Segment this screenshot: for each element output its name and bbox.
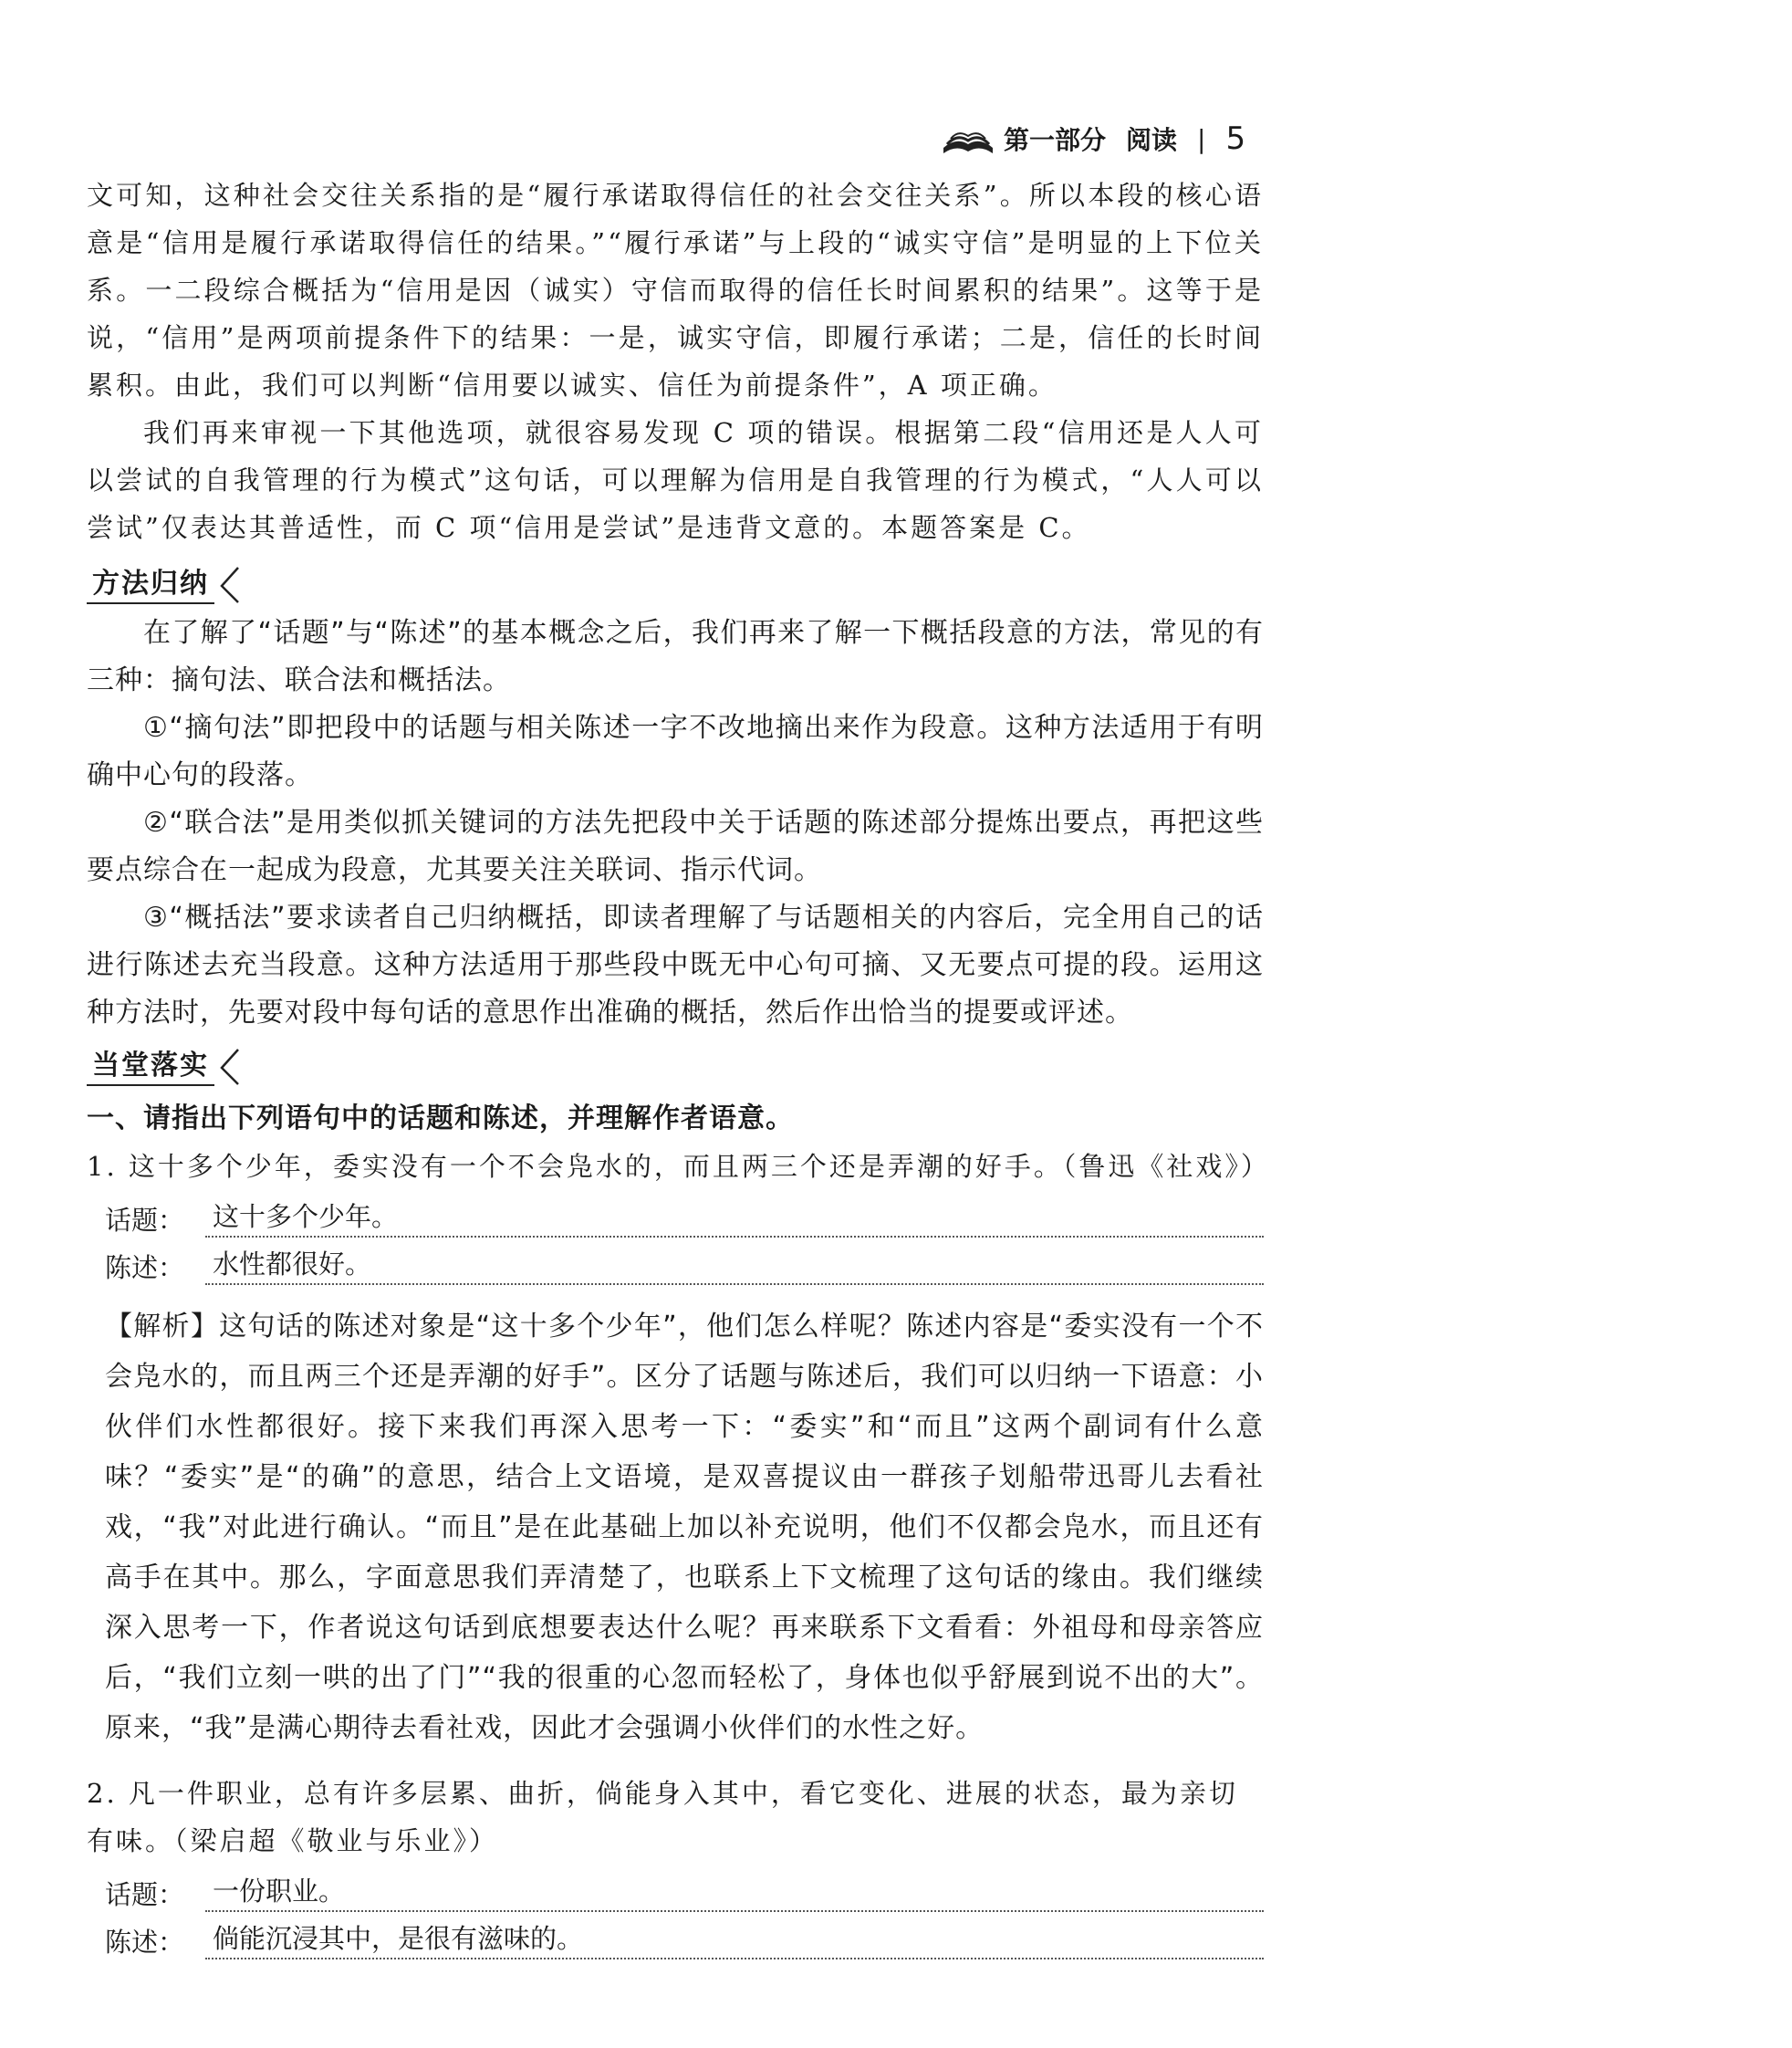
topic-answer: 这十多个少年。 — [205, 1196, 1264, 1238]
chevron-left-icon — [216, 564, 242, 604]
method-heading-label: 方法归纳 — [87, 560, 214, 604]
question-1-analysis: 【解析】这句话的陈述对象是“这十多个少年”，他们怎么样呢？陈述内容是“委实没有一个不会凫水的，而且两三个还是弄潮的好手”。区分了话题与陈述后，我们可以归纳一下语意：小伙伴们水性都很好。接下来我们再深入思考一下：“委实”和“而且”这两个副词有什么意味？“委实”是“的确”的意思，结合上文语境，是双喜提议由一群孩子划船带迅哥儿去看社戏，“我”对此进行确认。“而且”是在此基础上加以补充说明，他们不仅都会凫水，而且还有高手在其中。那么，字面意思我们弄清楚了，也联系上下文梳理了这句话的缘由。我们继续深入思考一下，作者说这句话到底想要表达什么呢？再来联系下文看看：外祖母和母亲答应后，“我们立刻一哄的出了门”“我的很重的心忽而轻松了，身体也似乎舒展到说不出的大”。原来，“我”是满心期待去看社戏，因此才会强调小伙伴们的水性之好。 — [105, 1311, 1264, 1744]
method-heading — [87, 559, 242, 604]
practice-heading-label: 当堂落实 — [87, 1042, 214, 1086]
header-divider: | — [1197, 123, 1206, 154]
method-paragraph-4: ③“概括法”要求读者自己归纳概括，即读者理解了与话题相关的内容后，完全用自己的话进行陈述去充当段意。这种方法适用于那些段中既无中心句可摘、又无要点可提的段。运用这种方法时，先要对段中每句话的意思作出准确的概括，然后作出恰当的提要或评述。 — [87, 902, 1264, 1029]
statement-label: 陈述： — [105, 1927, 185, 1958]
header-section: 阅读 — [1126, 125, 1178, 155]
open-book-icon — [940, 120, 996, 157]
intro-paragraph-2: 我们再来审视一下其他选项，就很容易发现 C 项的错误。根据第二段“信用还是人人可以尝试的自我管理的行为模式”这句话，可以理解为信用是自我管理的行为模式，“人人可以尝试”仅表达其普适性，而 C 项“信用是尝试”是违背文意的。本题答案是 C。 — [87, 417, 1264, 543]
method-paragraph-1: 在了解了“话题”与“陈述”的基本概念之后，我们再来了解一下概括段意的方法，常见的有三种：摘句法、联合法和概括法。 — [87, 617, 1264, 696]
practice-heading — [87, 1040, 242, 1086]
statement-answer: 水性都很好。 — [205, 1244, 1264, 1285]
method-paragraph-2: ①“摘句法”即把段中的话题与相关陈述一字不改地摘出来作为段意。这种方法适用于有明确中心句的段落。 — [87, 712, 1264, 791]
question-2-topic — [105, 1865, 1264, 1912]
question-1-topic — [105, 1190, 1264, 1238]
practice-section — [87, 1095, 1270, 1959]
method-paragraph-3: ②“联合法”是用类似抓关键词的方法先把段中关于话题的陈述部分提炼出要点，再把这些要点综合在一起成为段意，尤其要关注关联词、指示代词。 — [87, 807, 1264, 886]
question-1-statement — [105, 1238, 1264, 1285]
practice-instruction: 一、请指出下列语句中的话题和陈述，并理解作者语意。 — [87, 1102, 794, 1134]
intro-section — [87, 172, 1264, 551]
topic-label: 话题： — [105, 1205, 185, 1236]
intro-paragraph-1: 文可知，这种社会交往关系指的是“履行承诺取得信任的社会交往关系”。所以本段的核心语意是“信用是履行承诺取得信任的结果。”“履行承诺”与上段的“诚实守信”是明显的上下位关系。一二段综合概括为“信用是因（诚实）守信而取得的信任长时间累积的结果”。这等于是说，“信用”是两项前提条件下的结果：一是，诚实守信，即履行承诺；二是，信任的长时间累积。由此，我们可以判断“信用要以诚实、信任为前提条件”，A 项正确。 — [87, 180, 1264, 401]
question-2-text: 2. 凡一件职业，总有许多层累、曲折，倘能身入其中，看它变化、进展的状态，最为亲切有味。（梁启超《敬业与乐业》） — [87, 1778, 1238, 1856]
chevron-left-icon — [216, 1046, 242, 1086]
question-1-text: 1. 这十多个少年，委实没有一个不会凫水的，而且两三个还是弄潮的好手。（鲁迅《社戏》） — [87, 1151, 1270, 1182]
topic-label: 话题： — [105, 1879, 185, 1910]
topic-answer: 一份职业。 — [205, 1871, 1264, 1912]
header-part: 第一部分 — [1004, 125, 1107, 155]
page-header — [940, 117, 1268, 161]
statement-answer: 倘能沉浸其中，是很有滋味的。 — [205, 1918, 1264, 1959]
method-section — [87, 610, 1264, 1037]
question-2-statement — [105, 1912, 1264, 1959]
page-number: 5 — [1225, 120, 1246, 157]
statement-label: 陈述： — [105, 1252, 185, 1283]
